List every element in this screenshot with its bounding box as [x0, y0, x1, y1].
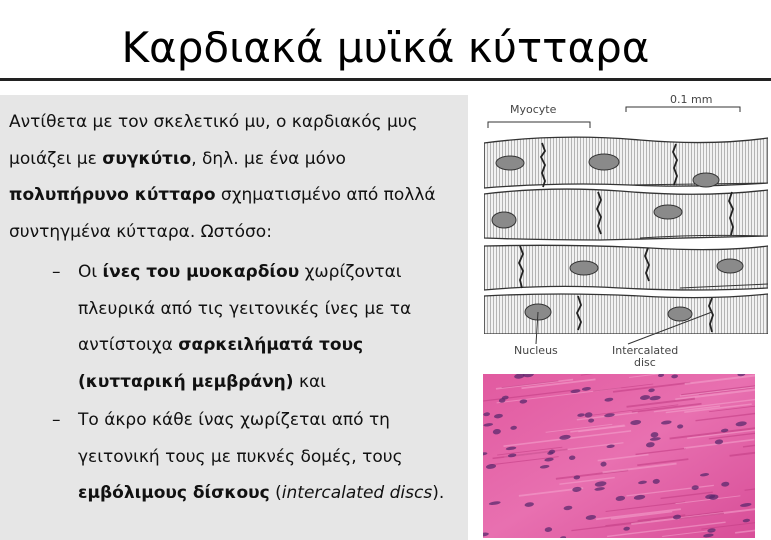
- bullet-text-1: Το άκρο κάθε ίνας χωρίζεται από τη γειτονική τους με πυκνές δομές, τους: [78, 410, 403, 467]
- myocyte-label: Myocyte: [510, 103, 557, 116]
- slide-title: Καρδιακά μυϊκά κύτταρα: [121, 23, 650, 72]
- bullet-dash: –: [52, 410, 61, 430]
- bullet-text-3: και: [293, 371, 326, 392]
- intro-text-3: σχηματισμένο από πολλά συντηγμένα κύτταρα. Ωστόσο:: [9, 185, 436, 242]
- intro-text-1: Αντίθετα με τον σκελετικό μυ, ο καρδιακός μυς μοιάζει με: [9, 112, 418, 169]
- nucleus: [570, 261, 598, 275]
- title-divider: [0, 78, 771, 81]
- nucleus: [589, 154, 619, 170]
- histology-micrograph: [483, 374, 755, 538]
- bullet-bold-discs: εμβόλιμους δίσκους: [78, 483, 270, 503]
- cardiac-muscle-diagram: [480, 88, 770, 370]
- muscle-fiber: [484, 137, 768, 188]
- bullet-text-3: ).: [432, 483, 445, 503]
- bullet-text-2: χωρίζονται πλευρικά από τις γειτονικές ίνες με τα αντίστοιχα: [78, 262, 412, 355]
- bullet-text-1: Οι: [78, 262, 103, 282]
- nucleus-label: Nucleus: [514, 344, 558, 357]
- nucleus: [717, 259, 743, 273]
- myocyte-bracket: [488, 122, 590, 128]
- intro-bold-syncytium: συγκύτιο: [102, 148, 192, 169]
- intro-text-2: , δηλ. με ένα μόνο: [191, 148, 346, 169]
- nucleus: [496, 156, 524, 170]
- intro-bold-multinucleated: πολυπήρυνο κύτταρο: [9, 185, 216, 205]
- fiber-bundle: [484, 136, 768, 334]
- bullet-bold-fibers: ίνες του μυοκαρδίου: [102, 262, 300, 282]
- nucleus: [654, 205, 682, 219]
- bullet-italic-intercalated: intercalated discs: [281, 483, 433, 503]
- nucleus: [693, 173, 719, 187]
- bullet-bold-sarcolemma: σαρκειλήματά τους (κυτταρική μεμβράνη): [78, 335, 364, 392]
- nucleus: [492, 212, 516, 228]
- scale-bar: [626, 107, 740, 112]
- intro-paragraph: [9, 104, 464, 250]
- scale-label: 0.1 mm: [670, 93, 713, 106]
- nucleus: [668, 307, 692, 321]
- bullet-text: [78, 402, 463, 512]
- disc-label: Intercalated: [612, 344, 679, 357]
- bullet-dash: –: [52, 262, 61, 282]
- disc-label-line2: disc: [634, 356, 656, 369]
- bullet-text: [78, 254, 463, 400]
- muscle-fiber: [484, 189, 768, 240]
- bullet-text-2: (: [269, 483, 282, 503]
